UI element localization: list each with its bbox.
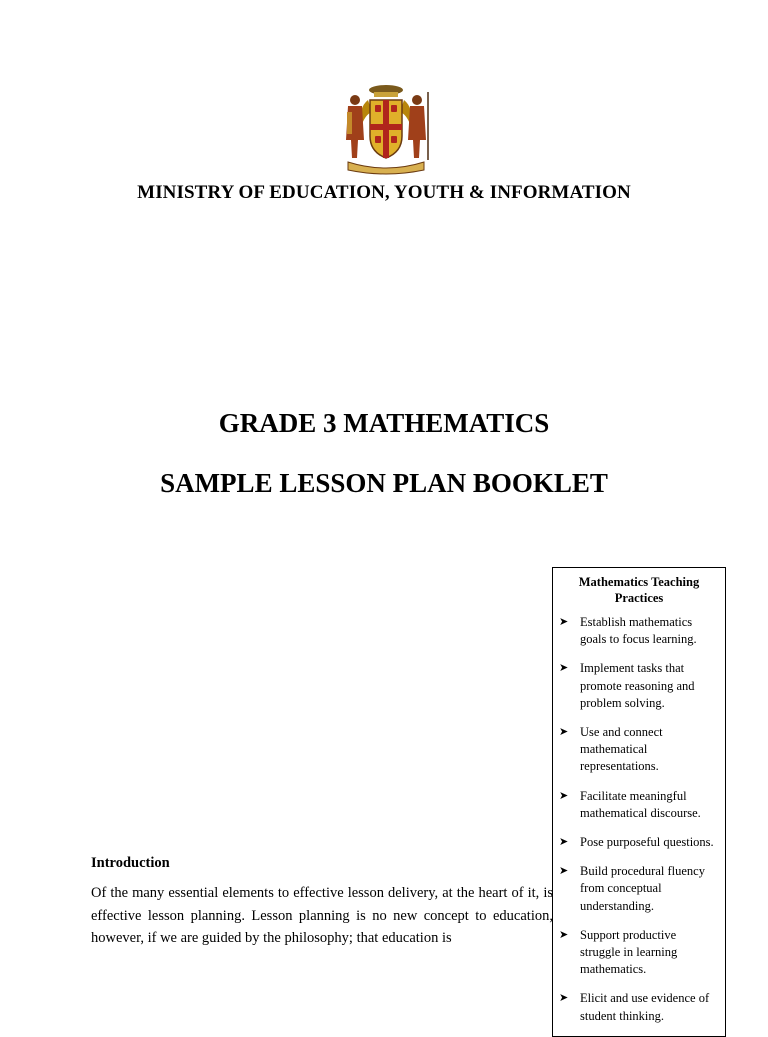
list-item [553, 660, 725, 712]
coat-of-arms-logo [338, 78, 434, 178]
teaching-practices-box [552, 567, 726, 1037]
list-item [553, 724, 725, 776]
arrow-bullet-icon: ➤ [559, 616, 569, 628]
arrow-bullet-icon: ➤ [559, 662, 569, 675]
arrow-bullet-icon: ➤ [559, 928, 569, 941]
practices-title: Mathematics Teaching Practices [578, 575, 700, 605]
practice-text: Pose purposeful questions. [580, 835, 714, 850]
list-item [553, 927, 725, 979]
arrow-bullet-icon: ➤ [559, 726, 569, 739]
ministry-heading: MINISTRY OF EDUCATION, YOUTH & INFORMATION [137, 182, 631, 203]
list-item [553, 788, 725, 822]
list-item [553, 614, 725, 648]
list-item [553, 990, 725, 1024]
practice-text: Facilitate meaningful mathematical discourse. [580, 788, 701, 820]
practice-text: Elicit and use evidence of student thinking. [580, 991, 710, 1023]
practice-text: Use and connect mathematical representations. [580, 725, 663, 774]
introduction-body [91, 882, 553, 952]
introduction-paragraph: Of the many essential elements to effective lesson delivery, at the heart of it, is effective lesson planning. Lesson planning is no new concept to education, however, if we are guided by the philosophy; that education is [91, 885, 553, 946]
coat-of-arms-icon [338, 78, 434, 178]
arrow-bullet-icon: ➤ [559, 865, 569, 878]
practice-text: Support productive struggle in learning mathematics. [580, 927, 678, 977]
practice-text: Implement tasks that promote reasoning and problem solving. [580, 661, 695, 710]
practices-list [553, 614, 725, 1025]
introduction-heading: Introduction [91, 855, 170, 871]
practice-text: Establish mathematics goals to focus learning. [580, 615, 697, 647]
arrow-bullet-icon: ➤ [559, 992, 569, 1005]
arrow-bullet-icon: ➤ [559, 836, 569, 849]
document-subtitle: SAMPLE LESSON PLAN BOOKLET [160, 468, 608, 498]
document-title: GRADE 3 MATHEMATICS [218, 408, 550, 438]
list-item [553, 863, 725, 915]
practice-text: Build procedural fluency from conceptual understanding. [580, 864, 705, 913]
list-item [553, 834, 725, 851]
arrow-bullet-icon: ➤ [559, 789, 569, 802]
